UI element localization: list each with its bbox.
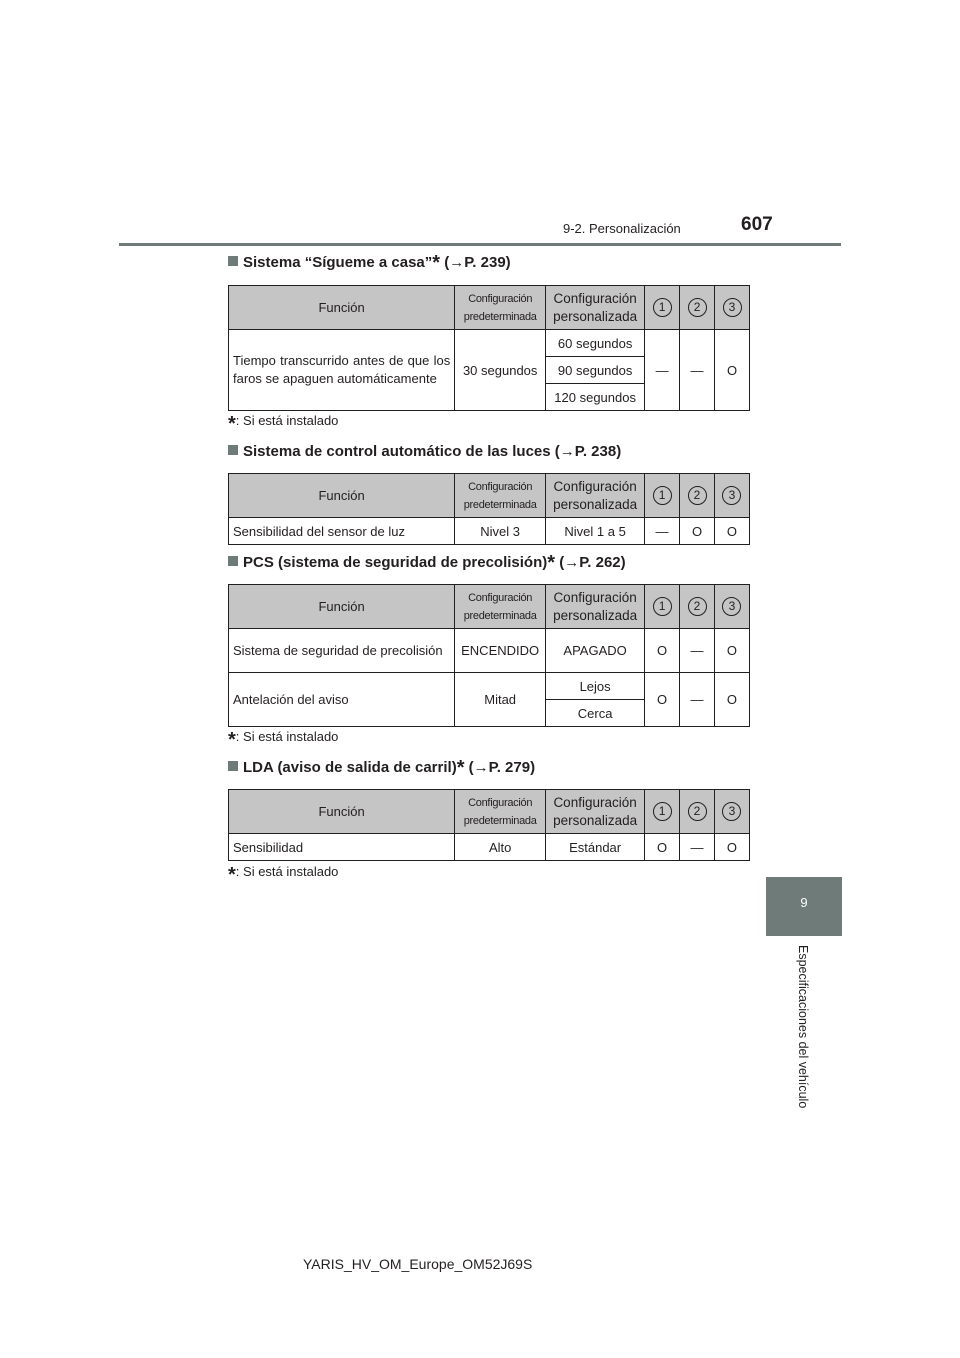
default-cell: ENCENDIDO [455, 629, 546, 673]
header-function: Función [229, 585, 455, 629]
circled-1-icon: 1 [653, 298, 672, 317]
table-header-row [229, 585, 750, 629]
custom-option-cell: 90 segundos [546, 357, 645, 384]
header-function: Función [229, 286, 455, 330]
function-cell: Sistema de seguridad de precolisión [229, 629, 455, 673]
custom-option-cell: Nivel 1 a 5 [546, 518, 645, 545]
table-row [229, 518, 750, 545]
square-bullet-icon [228, 761, 238, 771]
default-cell: Alto [455, 834, 546, 861]
custom-option-cell: Cerca [546, 700, 645, 727]
default-cell: Mitad [455, 673, 546, 727]
col-2-cell: O [680, 518, 715, 545]
col-3-cell: O [714, 629, 749, 673]
col-2-cell: — [680, 673, 715, 727]
chapter-label: Especificaciones del vehículo [796, 945, 810, 1109]
square-bullet-icon [228, 256, 238, 266]
col-1-cell: O [645, 629, 680, 673]
header-col-3 [714, 474, 749, 518]
col-1-cell: — [645, 330, 680, 411]
table-header-row [229, 286, 750, 330]
circled-2-icon: 2 [688, 597, 707, 616]
header-col-3 [715, 286, 750, 330]
function-cell: Sensibilidad [229, 834, 455, 861]
section-title-auto-light-control: Sistema de control automático de las luces (→P. 238) [228, 443, 621, 460]
header-default: Configuración predeterminada [455, 286, 546, 330]
section-title-pcs: PCS (sistema de seguridad de precolisión)* (→P. 262) [228, 554, 626, 571]
settings-table-auto-light-control [228, 473, 750, 545]
header-divider [119, 243, 841, 246]
col-3-cell: O [714, 673, 749, 727]
col-1-cell: O [645, 834, 680, 861]
col-3-cell: O [714, 518, 749, 545]
header-default: Configuración predeterminada [455, 585, 546, 629]
circled-2-icon: 2 [688, 298, 707, 317]
circled-3-icon: 3 [722, 802, 741, 821]
circled-3-icon: 3 [723, 298, 742, 317]
col-3-cell: O [715, 330, 750, 411]
footnote: *: Si está instalado [228, 413, 339, 435]
circled-2-icon: 2 [688, 486, 707, 505]
circled-3-icon: 3 [722, 486, 741, 505]
col-2-cell: — [680, 629, 715, 673]
table-row [229, 673, 750, 700]
default-cell: Nivel 3 [455, 518, 546, 545]
header-col-1 [645, 790, 680, 834]
footnote: *: Si está instalado [228, 729, 339, 751]
header-col-3 [714, 790, 749, 834]
settings-table-lda [228, 789, 750, 861]
custom-option-cell: 120 segundos [546, 384, 645, 411]
square-bullet-icon [228, 445, 238, 455]
square-bullet-icon [228, 556, 238, 566]
header-col-2 [680, 585, 715, 629]
section-title-lda: LDA (aviso de salida de carril)* (→P. 279) [228, 759, 535, 776]
circled-3-icon: 3 [722, 597, 741, 616]
table-row [229, 629, 750, 673]
table-row [229, 834, 750, 861]
document-code: YARIS_HV_OM_Europe_OM52J69S [303, 1256, 533, 1272]
table-row [229, 330, 750, 357]
col-3-cell: O [714, 834, 749, 861]
header-col-2 [680, 790, 715, 834]
header-col-2 [680, 286, 715, 330]
function-cell: Sensibilidad del sensor de luz [229, 518, 455, 545]
section-title-follow-me-home: Sistema “Sígueme a casa”* (→P. 239) [228, 254, 511, 271]
footnote: *: Si está instalado [228, 864, 339, 886]
settings-table-follow-me-home [228, 285, 750, 411]
default-cell: 30 segundos [455, 330, 546, 411]
col-2-cell: — [680, 330, 715, 411]
header-col-2 [680, 474, 715, 518]
custom-option-cell: 60 segundos [546, 330, 645, 357]
page-number: 607 [741, 214, 773, 235]
header-custom: Configuración personalizada [546, 790, 645, 834]
function-cell: Antelación del aviso [229, 673, 455, 727]
circled-1-icon: 1 [653, 802, 672, 821]
col-1-cell: O [645, 673, 680, 727]
table-header-row [229, 474, 750, 518]
header-custom: Configuración personalizada [546, 474, 645, 518]
header-custom: Configuración personalizada [546, 585, 645, 629]
header-function: Función [229, 474, 455, 518]
custom-option-cell: Estándar [546, 834, 645, 861]
circled-2-icon: 2 [688, 802, 707, 821]
header-col-1 [645, 474, 680, 518]
custom-option-cell: Lejos [546, 673, 645, 700]
header-function: Función [229, 790, 455, 834]
header-default: Configuración predeterminada [455, 474, 546, 518]
circled-1-icon: 1 [653, 597, 672, 616]
circled-1-icon: 1 [653, 486, 672, 505]
col-2-cell: — [680, 834, 715, 861]
col-1-cell: — [645, 518, 680, 545]
chapter-tab[interactable]: 9 [766, 877, 842, 936]
header-col-1 [645, 286, 680, 330]
header-default: Configuración predeterminada [455, 790, 546, 834]
settings-table-pcs [228, 584, 750, 727]
header-col-1 [645, 585, 680, 629]
section-breadcrumb: 9-2. Personalización [563, 221, 681, 236]
header-col-3 [714, 585, 749, 629]
function-cell: Tiempo transcurrido antes de que los faros se apaguen automáticamente [229, 330, 455, 411]
custom-option-cell: APAGADO [546, 629, 645, 673]
table-header-row [229, 790, 750, 834]
header-custom: Configuración personalizada [546, 286, 645, 330]
